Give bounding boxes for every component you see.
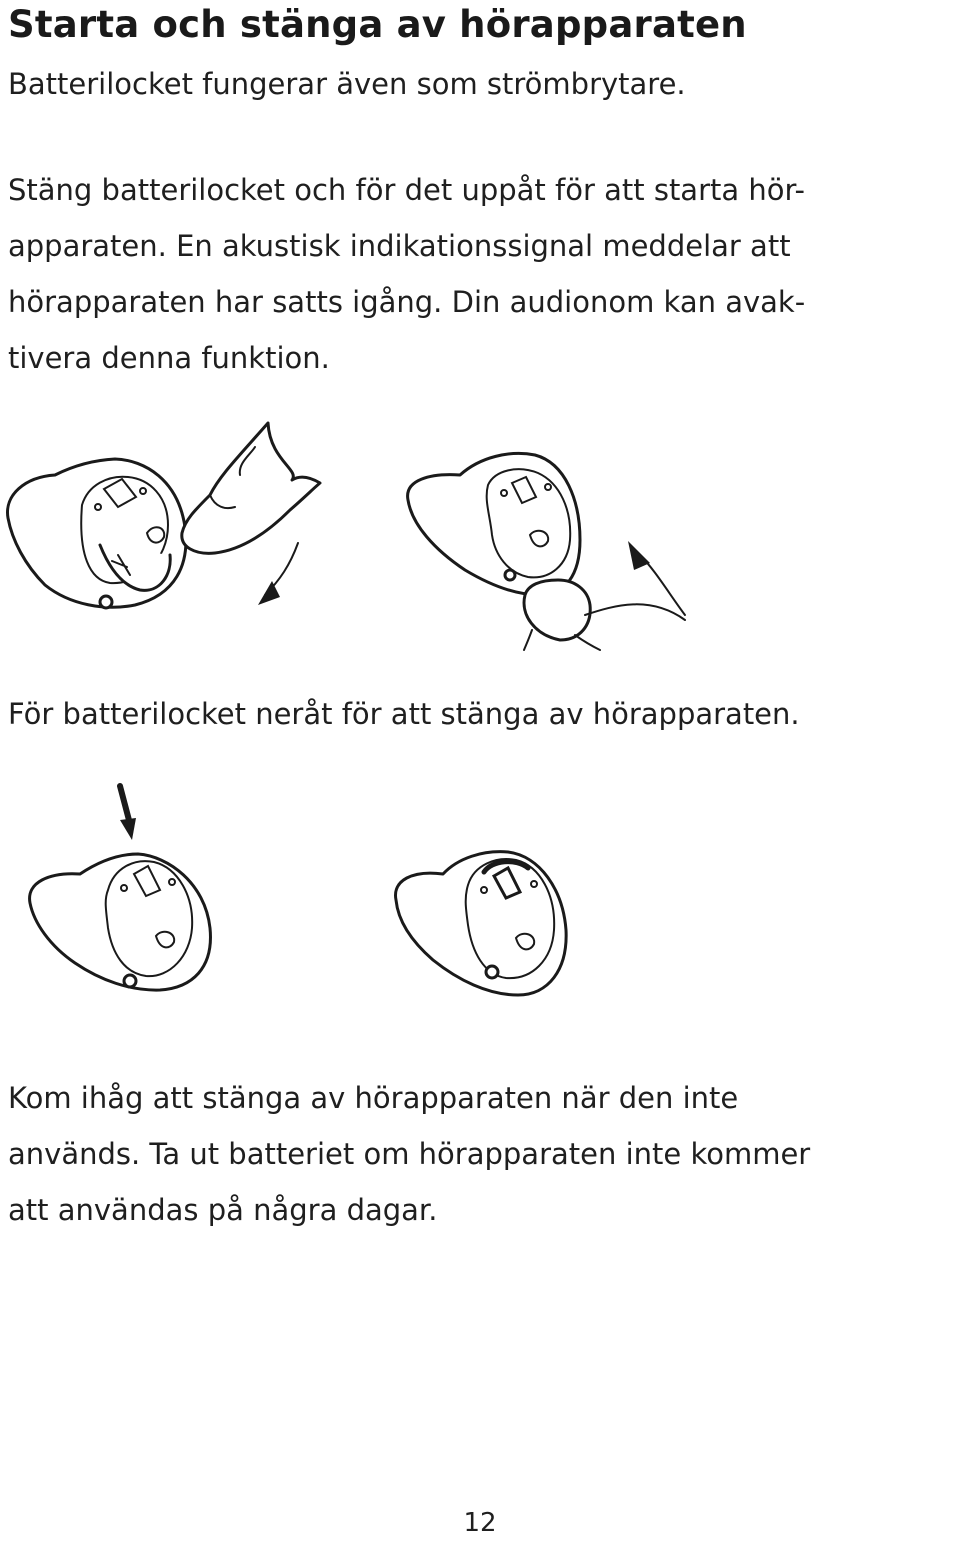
hearing-aid-push-up-icon	[400, 445, 700, 650]
reminder-line: att användas på några dagar.	[8, 1193, 438, 1227]
turn-on-line: Stäng batterilocket och för det uppåt för att starta hör-	[8, 173, 806, 207]
turn-off-text: För batterilocket neråt för att stänga av hörapparaten.	[8, 697, 800, 731]
page-title: Starta och stänga av hörapparaten	[8, 3, 747, 46]
hearing-aid-close-door-icon	[0, 415, 330, 630]
turn-on-line: hörapparaten har satts igång. Din audionom kan avak-	[8, 285, 806, 319]
turn-on-line: tivera denna funktion.	[8, 341, 330, 375]
intro-text: Batterilocket fungerar även som strömbrytare.	[8, 67, 686, 101]
page-number: 12	[463, 1508, 497, 1538]
turn-on-line: apparaten. En akustisk indikationssignal meddelar att	[8, 229, 791, 263]
hearing-aid-push-down-icon	[20, 778, 230, 1003]
hearing-aid-off-icon	[388, 840, 583, 1025]
reminder-line: används. Ta ut batteriet om hörapparaten inte kommer	[8, 1137, 811, 1171]
reminder-line: Kom ihåg att stänga av hörapparaten när den inte	[8, 1081, 739, 1115]
